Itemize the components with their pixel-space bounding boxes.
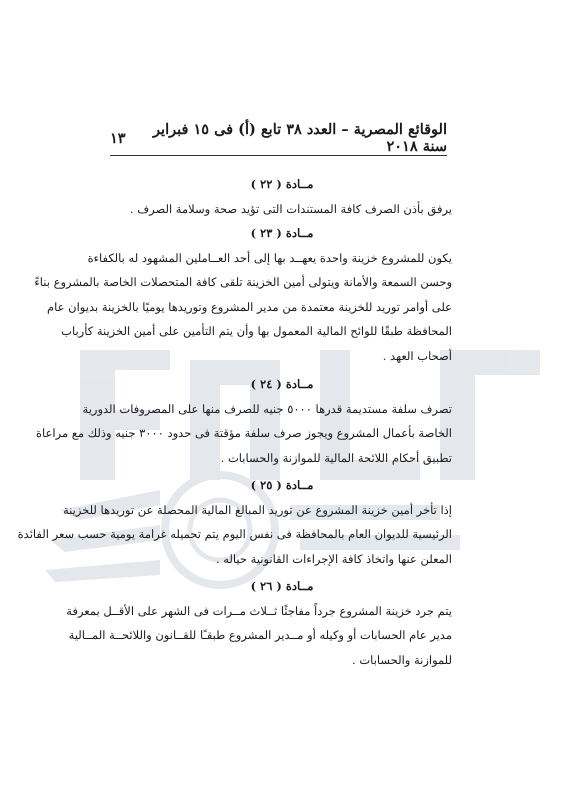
header-divider — [110, 155, 447, 156]
article-24 — [36, 372, 452, 470]
article-paragraph — [66, 599, 452, 673]
paragraph-line: وحسن السمعة والأمانة ويتولى أمين الخزينة تلقى كافة المتحصلات الخاصة بالمشروع بناءً — [34, 275, 452, 289]
paragraph-line: الخاصة بأعمال المشروع ويجوز صرف سلفة مؤقتة فى حدود ٣٠٠٠ جنيه وذلك مع مراعاة — [36, 426, 452, 440]
paragraph-line: المعلن عنها واتخاذ كافة الإجراءات القانونية حياله . — [215, 551, 452, 566]
paragraph-line: على أوامر توريد للخزينة معتمدة من مدير المشروع وتوريدها يوميًا بالخزينة بديوان عام — [47, 299, 452, 314]
article-paragraph — [112, 197, 452, 222]
article-22 — [112, 172, 452, 221]
article-23 — [34, 221, 452, 368]
article-paragraph — [36, 397, 452, 471]
article-title: مــادة ( ٢٢ ) — [250, 177, 314, 191]
page-number: ١٣ — [110, 129, 126, 147]
paragraph-line: تطبيق أحكام اللائحة المالية للموازنة والحسابات . — [220, 450, 452, 465]
article-title: مــادة ( ٢٤ ) — [250, 377, 314, 391]
article-title: مــادة ( ٢٣ ) — [250, 226, 314, 240]
article-paragraph — [34, 246, 452, 369]
article-26 — [66, 574, 452, 672]
paragraph-line: مدير عام الحسابات أو وكيله أو مــدير المشروع طبقـًا للقــانون واللائحــة المــالية — [68, 628, 452, 642]
article-title: مــادة ( ٢٦ ) — [250, 579, 314, 593]
paragraph-line: يتم جرد خزينة المشروع جرداً مفاجئًا ثــلاث مــرات فى الشهر على الأقــل بمعرفة — [66, 603, 452, 618]
paragraph-line: تصرف سلفة مستديمة قدرها ٥٠٠٠ جنيه للصرف منها على المصروفات الدورية — [82, 401, 452, 416]
paragraph-line: إذا تأخر أمين خزينة المشروع عن توريد المبالغ المالية المحصلة عن توريدها للخزينة — [62, 502, 452, 517]
paragraph-line: للموازنة والحسابات . — [352, 652, 452, 667]
article-paragraph — [17, 498, 452, 572]
paragraph-line: يرفق بأذن الصرف كافة المستندات التى تؤيد صحة وسلامة الصرف . — [129, 201, 452, 216]
paragraph-line: الرئيسية للديوان العام بالمحافظة فى نفس اليوم يتم تحميله غرامة يومية حسب سعر الفائدة — [17, 527, 452, 541]
article-title: مــادة ( ٢٥ ) — [250, 478, 314, 492]
header-title: الوقائع المصرية – العدد ٣٨ تابع (أ) فى ١٥ فبراير سنة ٢٠١٨ — [153, 121, 447, 155]
page-header — [110, 121, 447, 155]
article-25 — [17, 473, 452, 571]
paragraph-line: المحافظة طبقًا للوائح المالية المعمول بها وأن يتم التأمين على أمين الخزينة كأرباب — [61, 324, 452, 338]
paragraph-line: أصحاب العهد . — [382, 348, 452, 363]
paragraph-line: يكون للمشروع خزينة واحدة يعهــد بها إلى أحد العــاملين المشهود له بالكفاءة — [87, 250, 452, 265]
